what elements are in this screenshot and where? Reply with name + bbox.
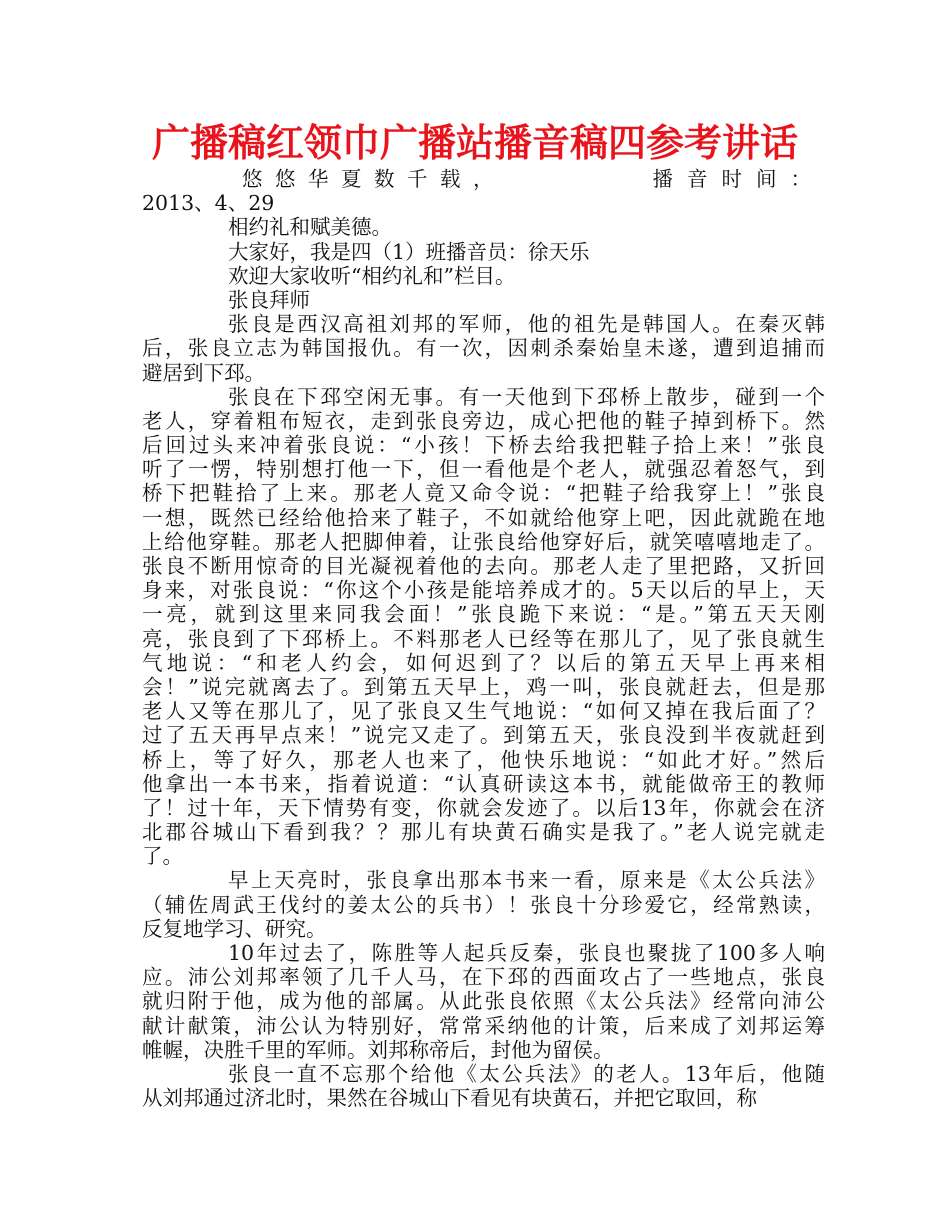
paragraph-line: 桥下把鞋拾了上来。那老人竟又命令说：“把鞋子给我穿上！”张良 (142, 481, 825, 506)
intro-line: 欢迎大家收听“相约礼和”栏目。 (228, 263, 516, 288)
story-paragraph (142, 385, 825, 869)
paragraph-line: 亮，张良到了下邳桥上。不料那老人已经等在那儿了，见了张良就生 (142, 626, 825, 651)
paragraph-line: 反复地学习、研究。 (142, 916, 327, 941)
document-body (142, 167, 825, 1110)
paragraph-line: 张良在下邳空闲无事。有一天他到下邳桥上散步，碰到一个 (228, 384, 825, 409)
broadcast-date: 2013、4、29 (142, 191, 275, 216)
paragraph-line: 避居到下邳。 (142, 360, 265, 385)
story-heading: 张良拜师 (228, 287, 310, 312)
paragraph-line: （辅佐周武王伐纣的姜太公的兵书）！张良十分珍爱它，经常熟读， (142, 892, 825, 917)
story-paragraph (142, 868, 825, 941)
paragraph-line: 张良是西汉高祖刘邦的军师，他的祖先是韩国人。在秦灭韩 (228, 312, 825, 337)
story-paragraph (142, 941, 825, 1062)
paragraph-line: 老人又等在那儿了，见了张良又生气地说：“如何又掉在我后面了？ (142, 699, 825, 724)
story-paragraphs (142, 312, 825, 1110)
document-title: 广播稿红领巾广播站播音稿四参考讲话 (151, 121, 798, 165)
story-paragraph (142, 1062, 825, 1110)
paragraph-line: 一亮，就到这里来同我会面！”张良跪下来说：“是。”第五天天刚 (142, 602, 825, 627)
paragraph-line: 早上天亮时，张良拿出那本书来一看，原来是《太公兵法》 (228, 868, 825, 893)
paragraph-line: 听了一愣，特别想打他一下，但一看他是个老人，就强忍着怒气，到 (142, 457, 825, 482)
header-line (142, 167, 825, 191)
story-paragraph (142, 312, 825, 385)
paragraph-line: 张良一直不忘那个给他《太公兵法》的老人。13年后，他随 (228, 1061, 825, 1086)
paragraph-line: 献计献策，沛公认为特别好，常常采纳他的计策，后来成了刘邦运筹 (142, 1013, 825, 1038)
paragraph-line: 了。 (142, 844, 183, 869)
paragraph-line: 一想，既然已经给他拾来了鞋子，不如就给他穿上吧，因此就跪在地 (142, 505, 825, 530)
paragraph-line: 会！”说完就离去了。到第五天早上，鸡一叫，张良就赶去，但是那 (142, 674, 825, 699)
paragraph-line: 帷幄，决胜千里的军师。刘邦称帝后，封他为留侯。 (142, 1037, 614, 1062)
paragraph-line: 身来，对张良说：“你这个小孩是能培养成才的。5天以后的早上，天 (142, 578, 825, 603)
paragraph-line: 应。沛公刘邦率领了几千人马，在下邳的西面攻占了一些地点，张良 (142, 965, 825, 990)
paragraph-line: 气地说：“和老人约会，如何迟到了？以后的第五天早上再来相 (142, 650, 825, 675)
paragraph-line: 张良不断用惊奇的目光凝视着他的去向。那老人走了里把路，又折回 (142, 554, 825, 578)
paragraph-line: 后，张良立志为韩国报仇。有一次，因刺杀秦始皇未遂，遭到追捕而 (142, 336, 825, 361)
paragraph-line: 从刘邦通过济北时，果然在谷城山下看见有块黄石，并把它取回，称 (142, 1086, 757, 1111)
paragraph-line: 过了五天再早点来！”说完又走了。到第五天，张良没到半夜就赶到 (142, 723, 825, 748)
intro-line: 相约礼和赋美德。 (228, 215, 392, 240)
header-left-text: 悠悠华夏数千载， (242, 167, 506, 191)
paragraph-line: 后回过头来冲着张良说：“小孩！下桥去给我把鞋子拾上来！”张良 (142, 433, 825, 458)
broadcast-time-label: 播音时间： (652, 167, 825, 191)
paragraph-line: 了！过十年，天下情势有变，你就会发迹了。以后13年，你就会在济 (142, 795, 825, 820)
paragraph-line: 北郡谷城山下看到我？？那儿有块黄石确实是我了。”老人说完就走 (142, 820, 825, 845)
paragraph-line: 10年过去了，陈胜等人起兵反秦，张良也聚拢了100多人响 (228, 941, 825, 965)
paragraph-line: 就归附于他，成为他的部属。从此张良依照《太公兵法》经常向沛公 (142, 989, 825, 1014)
paragraph-line: 上给他穿鞋。那老人把脚伸着，让张良给他穿好后，就笑嘻嘻地走了。 (142, 529, 825, 554)
paragraph-line: 桥上，等了好久，那老人也来了，他快乐地说：“如此才好。”然后 (142, 747, 825, 772)
intro-line: 大家好，我是四（1）班播音员：徐天乐 (228, 239, 590, 264)
paragraph-line: 他拿出一本书来，指着说道：“认真研读这本书，就能做帝王的教师 (142, 771, 825, 796)
paragraph-line: 老人，穿着粗布短衣，走到张良旁边，成心把他的鞋子掉到桥下。然 (142, 408, 825, 433)
